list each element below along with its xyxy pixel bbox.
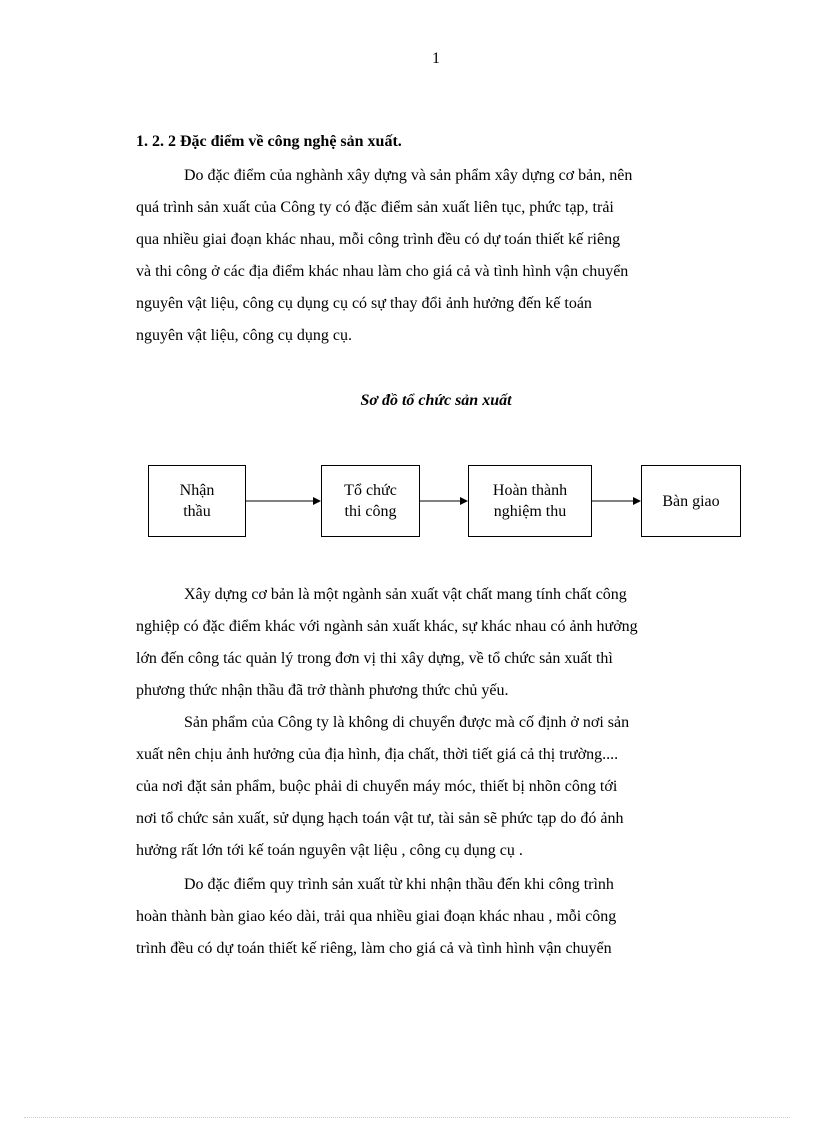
paragraph-line: quá trình sản xuất của Công ty có đặc điểm sản xuất liên tục, phức tạp, trải (136, 199, 614, 216)
paragraph-2 (136, 579, 740, 707)
paragraph-line: nghiệp có đặc điểm khác với ngành sản xuất khác, sự khác nhau có ảnh hưởng (136, 618, 638, 635)
box-label-line1: Hoàn thành (492, 482, 568, 499)
flow-box-hoan-thanh-nghiem-thu (468, 465, 592, 537)
paragraph-line: và thi công ở các địa điểm khác nhau làm cho giá cả và tình hình vận chuyển (136, 263, 629, 280)
diagram-title: Sơ đồ tổ chức sản xuất (360, 392, 512, 409)
paragraph-line: nguyên vật liệu, công cụ dụng cụ. (136, 327, 352, 344)
box-label-line1: Nhận (179, 482, 215, 499)
flow-box-to-chuc-thi-cong (321, 465, 420, 537)
paragraph-3 (136, 707, 740, 867)
paragraph-1 (136, 160, 740, 352)
paragraph-line: trình đều có dự toán thiết kế riêng, làm cho giá cả và tình hình vận chuyển (136, 940, 612, 957)
paragraph-line: lớn đến công tác quản lý trong đơn vị thi xây dựng, về tổ chức sản xuất thì (136, 650, 613, 667)
box-label-line2: thi công (344, 503, 397, 520)
paragraph-line: hưởng rất lớn tới kế toán nguyên vật liệu , công cụ dụng cụ . (136, 842, 523, 859)
paragraph-line: nơi tổ chức sản xuất, sử dụng hạch toán vật tư, tài sản sẽ phức tạp do đó ảnh (136, 810, 624, 827)
paragraph-line: xuất nên chịu ảnh hưởng của địa hình, địa chất, thời tiết giá cả thị trường.... (136, 746, 619, 763)
page-number: 1 (432, 50, 440, 67)
paragraph-line: nguyên vật liệu, công cụ dụng cụ có sự thay đổi ảnh hưởng đến kế toán (136, 295, 592, 312)
paragraph-line: Do đặc điểm quy trình sản xuất từ khi nhận thầu đến khi công trình (184, 876, 614, 893)
paragraph-4 (136, 869, 740, 965)
box-label-line2: nghiệm thu (493, 503, 567, 520)
paragraph-line: Do đặc điểm của nghành xây dựng và sản phẩm xây dựng cơ bản, nên (184, 167, 633, 184)
page-bottom-divider (24, 1117, 790, 1118)
paragraph-line: của nơi đặt sản phẩm, buộc phải di chuyển máy móc, thiết bị nhõn công tới (136, 778, 618, 795)
box-label-line1: Bàn giao (662, 492, 720, 510)
paragraph-line: phương thức nhận thầu đã trở thành phương thức chủ yếu. (136, 682, 509, 699)
paragraph-line: Sản phẩm của Công ty là không di chuyển được mà cố định ở nơi sản (184, 714, 630, 731)
section-heading: 1. 2. 2 Đặc điểm về công nghệ sản xuất. (136, 133, 402, 150)
box-label-line2: thầu (183, 503, 211, 520)
flow-box-nhan-thau (148, 465, 246, 537)
flow-box-ban-giao (641, 465, 741, 537)
paragraph-line: hoàn thành bàn giao kéo dài, trải qua nhiều giai đoạn khác nhau , mỗi công (136, 908, 617, 925)
paragraph-line: qua nhiều giai đoạn khác nhau, mỗi công trình đều có dự toán thiết kế riêng (136, 231, 621, 248)
box-label-line1: Tổ chức (344, 482, 397, 499)
paragraph-line: Xây dựng cơ bản là một ngành sản xuất vật chất mang tính chất công (184, 586, 627, 603)
